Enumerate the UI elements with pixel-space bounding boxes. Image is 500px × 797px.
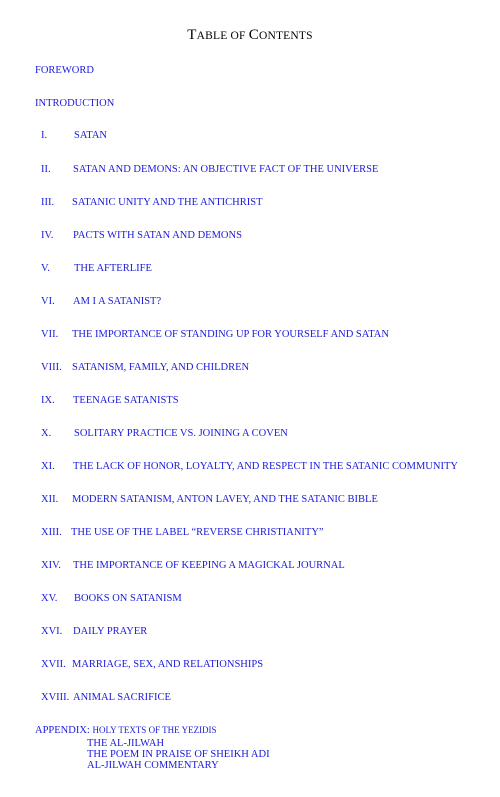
chapter-title[interactable]: SATANIC UNITY AND THE ANTICHRIST: [72, 197, 263, 208]
chapter-title[interactable]: ANIMAL SACRIFICE: [73, 692, 171, 703]
chapter-number: XIII.: [41, 527, 62, 538]
chapter-number: I.: [41, 130, 48, 141]
chapter-number: IX.: [41, 395, 55, 406]
chapter-title[interactable]: MARRIAGE, SEX, AND RELATIONSHIPS: [72, 659, 264, 670]
toc-link-foreword[interactable]: FOREWORD: [35, 65, 94, 76]
chapter-number: III.: [41, 197, 55, 208]
chapter-title[interactable]: THE USE OF THE LABEL “REVERSE CHRISTIANITY”: [71, 527, 324, 538]
chapter-title[interactable]: SATAN AND DEMONS: AN OBJECTIVE FACT OF THE UNIVERSE: [73, 164, 379, 175]
appendix-link-poem-sheikh-adi[interactable]: THE POEM IN PRAISE OF SHEIKH ADI: [87, 749, 270, 760]
chapter-number: XVIII.: [41, 692, 70, 703]
chapter-title[interactable]: SOLITARY PRACTICE VS. JOINING A COVEN: [74, 428, 288, 439]
appendix-title: HOLY TEXTS OF THE YEZIDIS: [92, 725, 217, 735]
chapter-title[interactable]: SATAN: [74, 130, 107, 141]
chapter-number: XVII.: [41, 659, 66, 670]
chapter-number: XIV.: [41, 560, 61, 571]
chapter-number: XII.: [41, 494, 59, 505]
page-title: [0, 27, 500, 44]
chapter-title[interactable]: AM I A SATANIST?: [73, 296, 162, 307]
title-small-2: ONTENTS: [258, 30, 313, 42]
chapter-number: XV.: [41, 593, 58, 604]
chapter-number: XI.: [41, 461, 55, 472]
title-cap-2: C: [248, 27, 259, 43]
chapter-title[interactable]: DAILY PRAYER: [73, 626, 148, 637]
title-small-1: ABLE OF: [196, 30, 249, 42]
chapter-number: XVI.: [41, 626, 63, 637]
chapter-number: II.: [41, 164, 51, 175]
chapter-number: VII.: [41, 329, 59, 340]
appendix-link-al-jilwah[interactable]: THE AL-JILWAH: [87, 738, 165, 749]
chapter-title[interactable]: THE IMPORTANCE OF KEEPING A MAGICKAL JOURNAL: [73, 560, 345, 571]
appendix-block: [35, 725, 270, 771]
chapter-title[interactable]: THE IMPORTANCE OF STANDING UP FOR YOURSELF AND SATAN: [72, 329, 389, 340]
chapter-title[interactable]: THE AFTERLIFE: [74, 263, 152, 274]
chapter-title[interactable]: SATANISM, FAMILY, AND CHILDREN: [72, 362, 250, 373]
chapter-number: V.: [41, 263, 50, 274]
chapter-number: VI.: [41, 296, 55, 307]
chapter-number: X.: [41, 428, 52, 439]
toc-link-introduction[interactable]: INTRODUCTION: [35, 98, 115, 109]
chapter-number: IV.: [41, 230, 54, 241]
chapter-title[interactable]: BOOKS ON SATANISM: [74, 593, 182, 604]
title-cap-1: T: [187, 27, 197, 43]
chapter-title[interactable]: TEENAGE SATANISTS: [73, 395, 179, 406]
appendix-link-al-jilwah-commentary[interactable]: AL-JILWAH COMMENTARY: [87, 760, 219, 771]
appendix-heading[interactable]: [35, 725, 217, 736]
appendix-label: APPENDIX:: [35, 725, 90, 736]
chapter-title[interactable]: THE LACK OF HONOR, LOYALTY, AND RESPECT IN THE SATANIC COMMUNITY: [73, 461, 458, 472]
chapter-number: VIII.: [41, 362, 62, 373]
chapter-title[interactable]: MODERN SATANISM, ANTON LAVEY, AND THE SATANIC BIBLE: [72, 494, 378, 505]
chapter-title[interactable]: PACTS WITH SATAN AND DEMONS: [73, 230, 242, 241]
